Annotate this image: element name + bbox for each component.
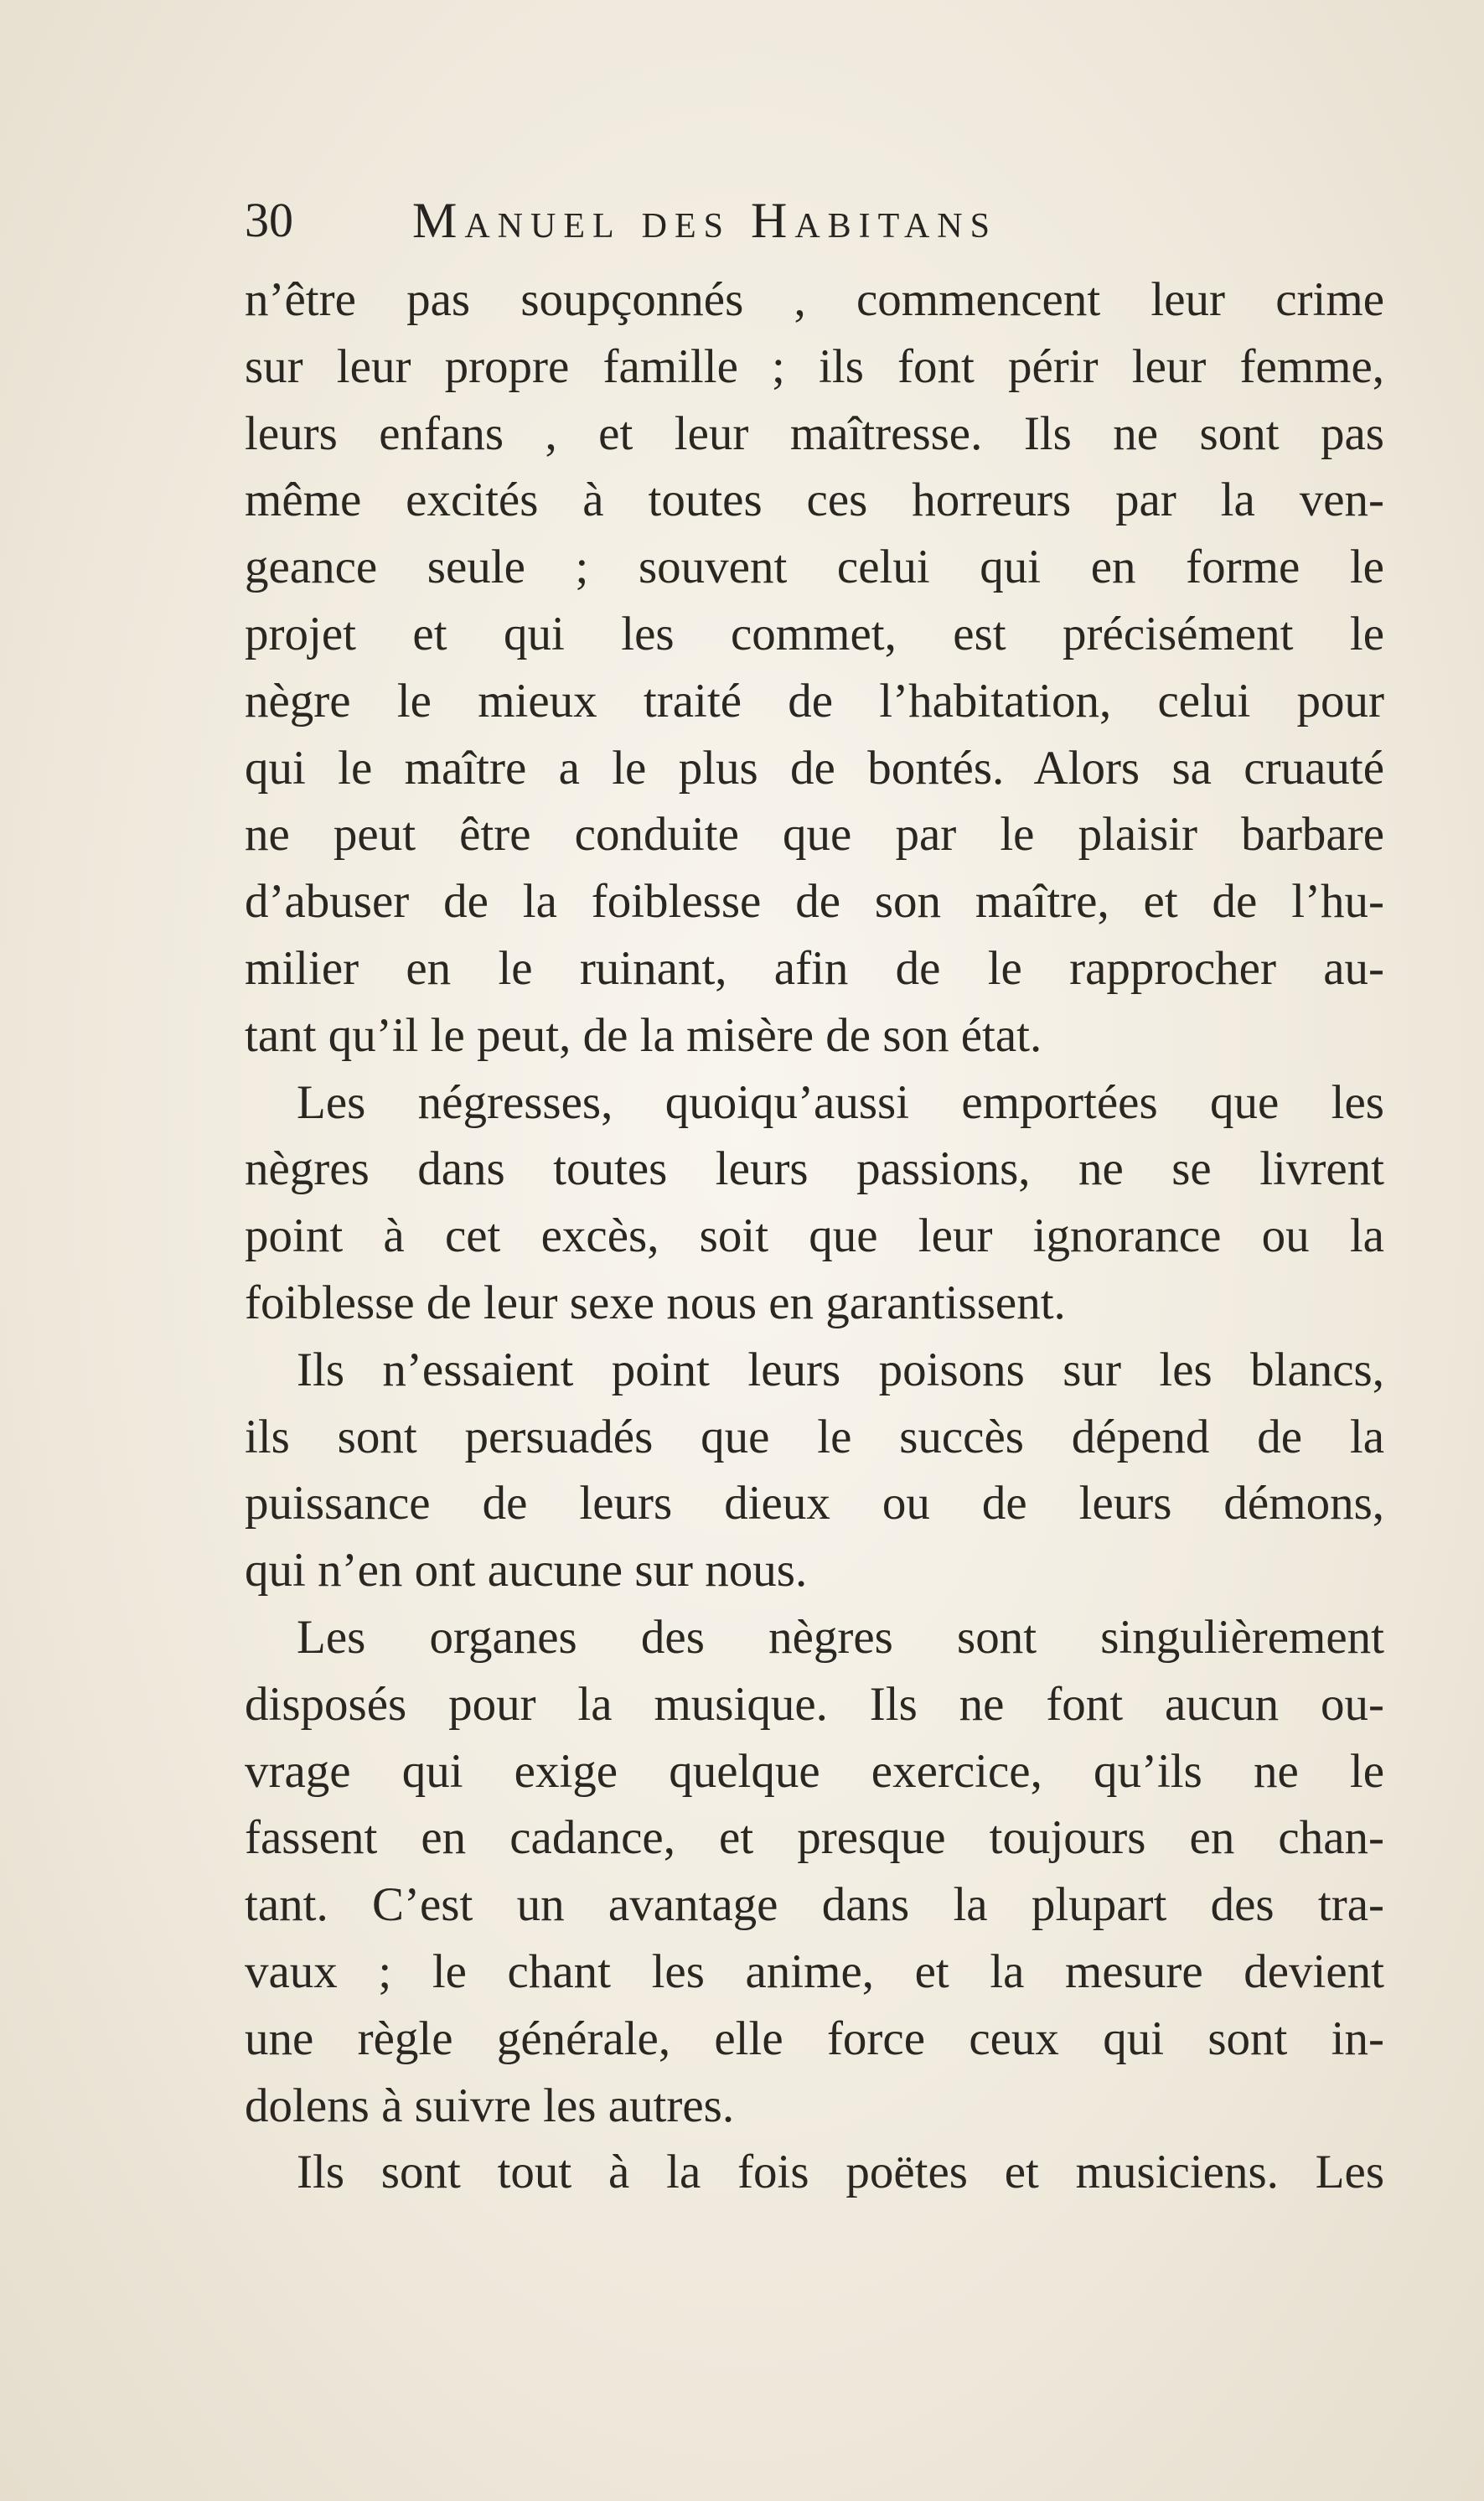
text-line: ils sont persuadés que le succès dépend de la — [245, 1410, 1384, 1463]
running-title: Manuel des Habitans — [412, 193, 997, 248]
text-line: nègres dans toutes leurs passions, ne se livrent — [245, 1142, 1384, 1196]
text-line: sur leur propre famille ; ils font périr leur femme, — [245, 339, 1384, 393]
text-line: tant. C’est un avantage dans la plupart des tra- — [245, 1878, 1384, 1932]
text-line: leurs enfans , et leur maîtresse. Ils ne sont pas — [245, 406, 1384, 460]
text-line: une règle générale, elle force ceux qui sont in- — [245, 2012, 1384, 2065]
page-header — [245, 183, 1242, 258]
page-number: 30 — [245, 193, 293, 247]
text-line: vrage qui exige quelque exercice, qu’ils ne le — [245, 1744, 1384, 1798]
text-line: geance seule ; souvent celui qui en forme le — [245, 541, 1384, 594]
text-line: disposés pour la musique. Ils ne font aucun ou- — [245, 1677, 1384, 1731]
text-line: vaux ; le chant les anime, et la mesure devient — [245, 1944, 1384, 1998]
text-line: n’être pas soupçonnés , commencent leur crime — [245, 273, 1384, 326]
text-line: Ils n’essaient point leurs poisons sur les blancs, — [297, 1343, 1384, 1396]
text-line: milier en le ruinant, afin de le rapprocher au- — [245, 941, 1384, 995]
text-line: d’abuser de la foiblesse de son maître, et de l’hu- — [245, 875, 1384, 929]
text-line: dolens à suivre les autres. — [245, 2079, 735, 2132]
text-line: fassent en cadance, et presque toujours en chan- — [245, 1811, 1384, 1865]
text-line: qui n’en ont aucune sur nous. — [245, 1544, 808, 1597]
body-text — [245, 267, 1384, 2206]
text-line: ne peut être conduite que par le plaisir barbare — [245, 808, 1384, 862]
text-line: tant qu’il le peut, de la misère de son état. — [245, 1008, 1042, 1062]
text-line: Les organes des nègres sont singulièrement — [297, 1610, 1384, 1664]
text-line: Les négresses, quoiqu’aussi emportées que les — [297, 1075, 1384, 1129]
text-line: point à cet excès, soit que leur ignorance ou la — [245, 1209, 1384, 1263]
text-line: nègre le mieux traité de l’habitation, celui pour — [245, 674, 1384, 728]
text-line: foiblesse de leur sexe nous en garantissent. — [245, 1276, 1066, 1329]
text-line: même excités à toutes ces horreurs par la ven- — [245, 474, 1384, 527]
text-line: puissance de leurs dieux ou de leurs démons, — [245, 1477, 1384, 1530]
text-line: projet et qui les commet, est précisément le — [245, 607, 1384, 660]
text-line: qui le maître a le plus de bontés. Alors sa cruauté — [245, 741, 1384, 795]
text-line: Ils sont tout à la fois poëtes et musiciens. Les — [297, 2146, 1384, 2199]
